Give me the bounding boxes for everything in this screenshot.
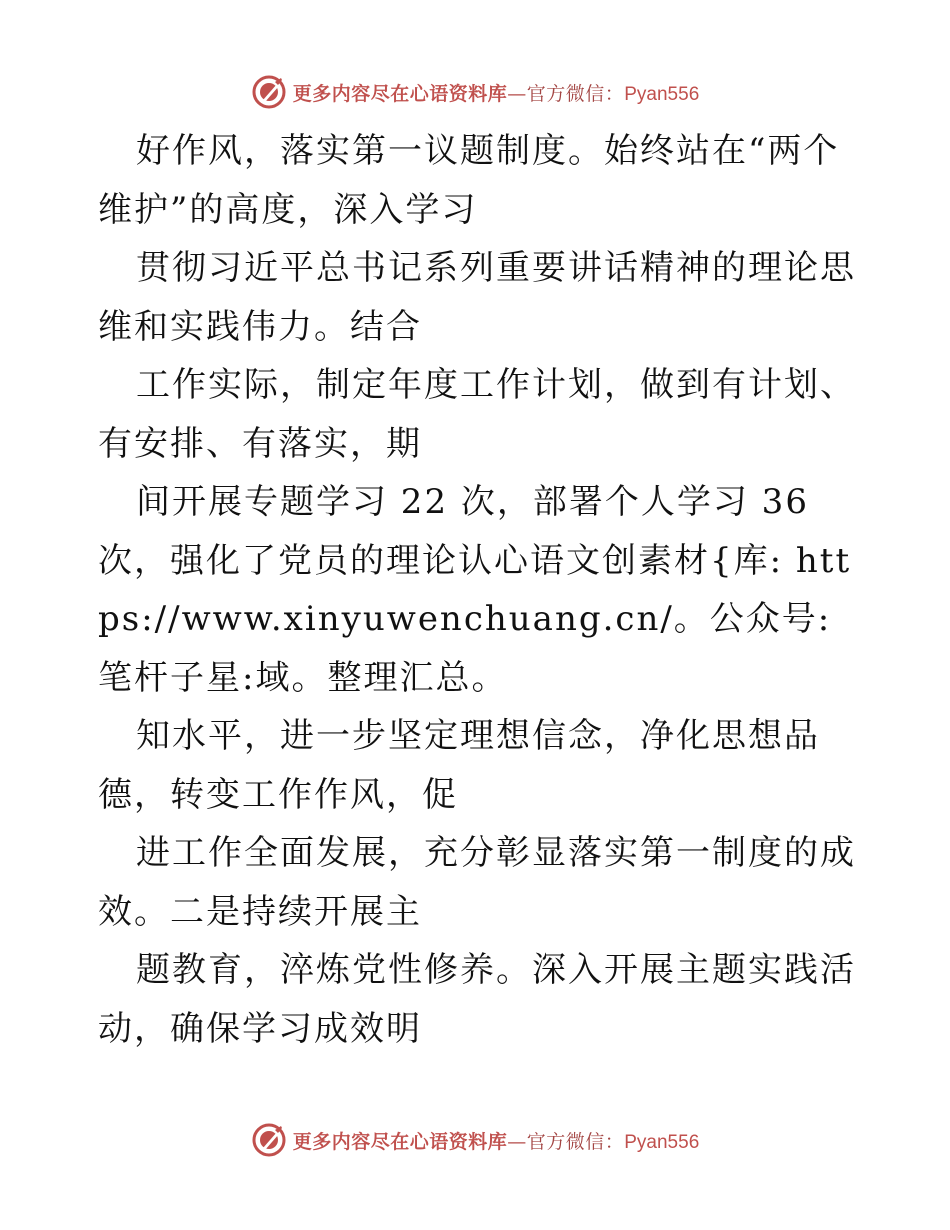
- header-watermark-banner: [0, 72, 950, 112]
- red-circle-pen-logo-icon: [251, 74, 287, 110]
- paragraph: 进工作全面发展，充分彰显落实第一制度的成效。二是持续开展主: [98, 833, 856, 932]
- banner-wechat-label: 官方微信：: [526, 82, 625, 105]
- banner-separator: —: [507, 1130, 527, 1153]
- banner-text: [293, 79, 700, 106]
- paragraph: 题教育，淬炼党性修养。深入开展主题实践活动，确保学习成效明: [98, 950, 856, 1049]
- paragraph: 工作实际，制定年度工作计划，做到有计划、有安排、有落实，期: [98, 365, 856, 464]
- footer-watermark-banner: [0, 1120, 950, 1160]
- banner-text: [293, 1127, 700, 1154]
- banner-separator: —: [507, 82, 527, 105]
- paragraph: 间开展专题学习 22 次，部署个人学习 36 次，强化了党员的理论认心语文创素材{库: https://www.xinyuwenchuang.cn/。公众号: 笔杆子星:域。整理汇总。: [98, 482, 852, 698]
- red-circle-pen-logo-icon: [251, 1122, 287, 1158]
- banner-wechat-id: Pyan556: [624, 83, 700, 105]
- paragraph: 贯彻习近平总书记系列重要讲话精神的理论思维和实践伟力。结合: [98, 248, 856, 347]
- paragraph: 好作风，落实第一议题制度。始终站在“两个维护”的高度，深入学习: [98, 131, 840, 230]
- banner-main-text: 更多内容尽在心语资料库: [292, 82, 508, 105]
- banner-main-text: 更多内容尽在心语资料库: [292, 1130, 508, 1153]
- paragraph: 知水平，进一步坚定理想信念，净化思想品德，转变工作作风，促: [98, 716, 820, 815]
- banner-wechat-id: Pyan556: [624, 1131, 700, 1153]
- document-body: [98, 122, 858, 1058]
- banner-wechat-label: 官方微信：: [526, 1130, 625, 1153]
